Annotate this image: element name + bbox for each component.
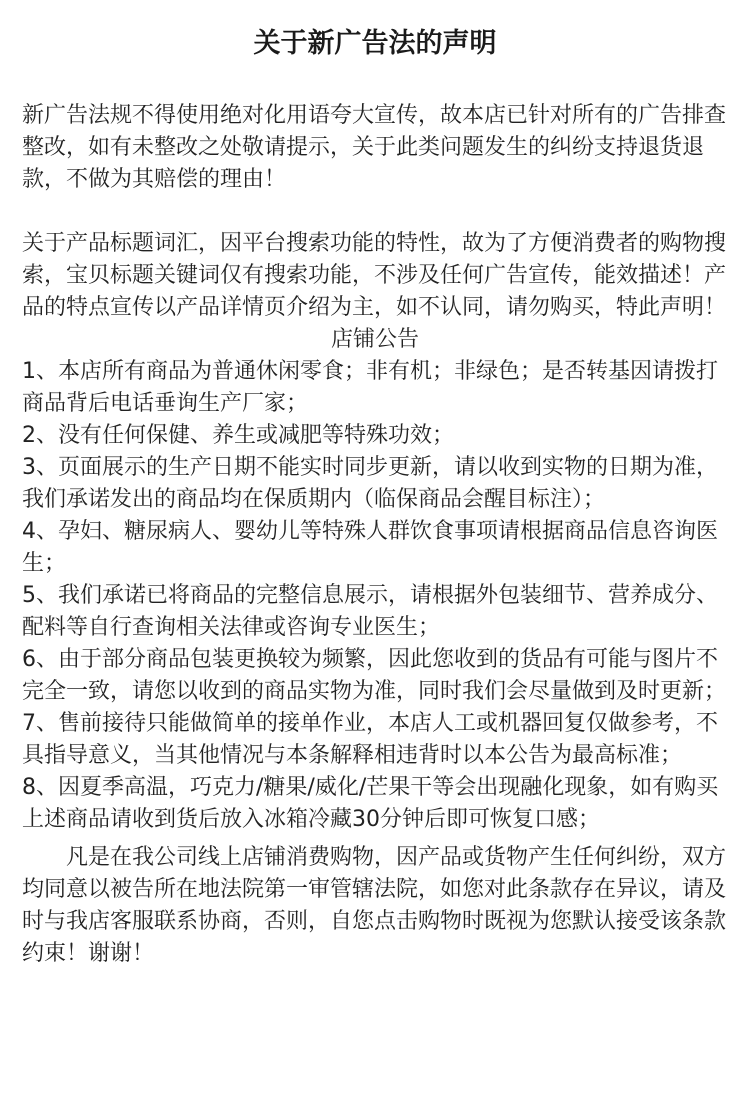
product-title-statement-paragraph: 关于产品标题词汇，因平台搜索功能的特性，故为了方便消费者的购物搜索，宝贝标题关键词仅有搜索功能，不涉及任何广告宣传，能效描述！产品的特点宣传以产品详情页介绍为主，如不认同，请勿购买，特此声明！ bbox=[22, 231, 727, 320]
notice-item-1: 1、本店所有商品为普通休闲零食；非有机；非绿色；是否转基因请拨打商品背后电话垂询生产厂家； bbox=[22, 359, 718, 416]
notice-item-6: 6、由于部分商品包装更换较为频繁，因此您收到的货品有可能与图片不完全一致，请您以收到的商品实物为准，同时我们会尽量做到及时更新； bbox=[22, 647, 727, 704]
notice-item-3: 3、页面展示的生产日期不能实时同步更新，请以收到实物的日期为准，我们承诺发出的商品均在保质期内（临保商品会醒目标注）； bbox=[22, 455, 718, 512]
notice-item-7: 7、售前接待只能做简单的接单作业，本店人工或机器回复仅做参考，不具指导意义，当其他情况与本条解释相违背时以本公告为最高标准； bbox=[22, 711, 718, 768]
closing-paragraph: 凡是在我公司线上店铺消费购物，因产品或货物产生任何纠纷，双方均同意以被告所在地法院第一审管辖法院，如您对此条款存在异议，请及时与我店客服联系协商，否则，自您点击购物时既视为您默认接受该条款约束！谢谢！ bbox=[22, 845, 727, 966]
store-notice-heading: 店铺公告 bbox=[330, 327, 419, 352]
notice-item-4: 4、孕妇、糖尿病人、婴幼儿等特殊人群饮食事项请根据商品信息咨询医生； bbox=[22, 519, 718, 576]
notice-item-2: 2、没有任何保健、养生或减肥等特殊功效； bbox=[22, 423, 454, 448]
store-notice bbox=[22, 324, 728, 970]
notice-item-8: 8、因夏季高温，巧克力/糖果/威化/芒果干等会出现融化现象，如有购买上述商品请收到货后放入冰箱冷藏30分钟后即可恢复口感； bbox=[22, 775, 719, 832]
page-title: 关于新广告法的声明 bbox=[253, 28, 497, 59]
ad-law-statement-paragraph: 新广告法规不得使用绝对化用语夸大宣传，故本店已针对所有的广告排查整改，如有未整改之处敬请提示，关于此类问题发生的纠纷支持退货退款，不做为其赔偿的理由！ bbox=[22, 103, 727, 192]
notice-item-5: 5、我们承诺已将商品的完整信息展示，请根据外包装细节、营养成分、配料等自行查询相关法律或咨询专业医生； bbox=[22, 583, 718, 640]
